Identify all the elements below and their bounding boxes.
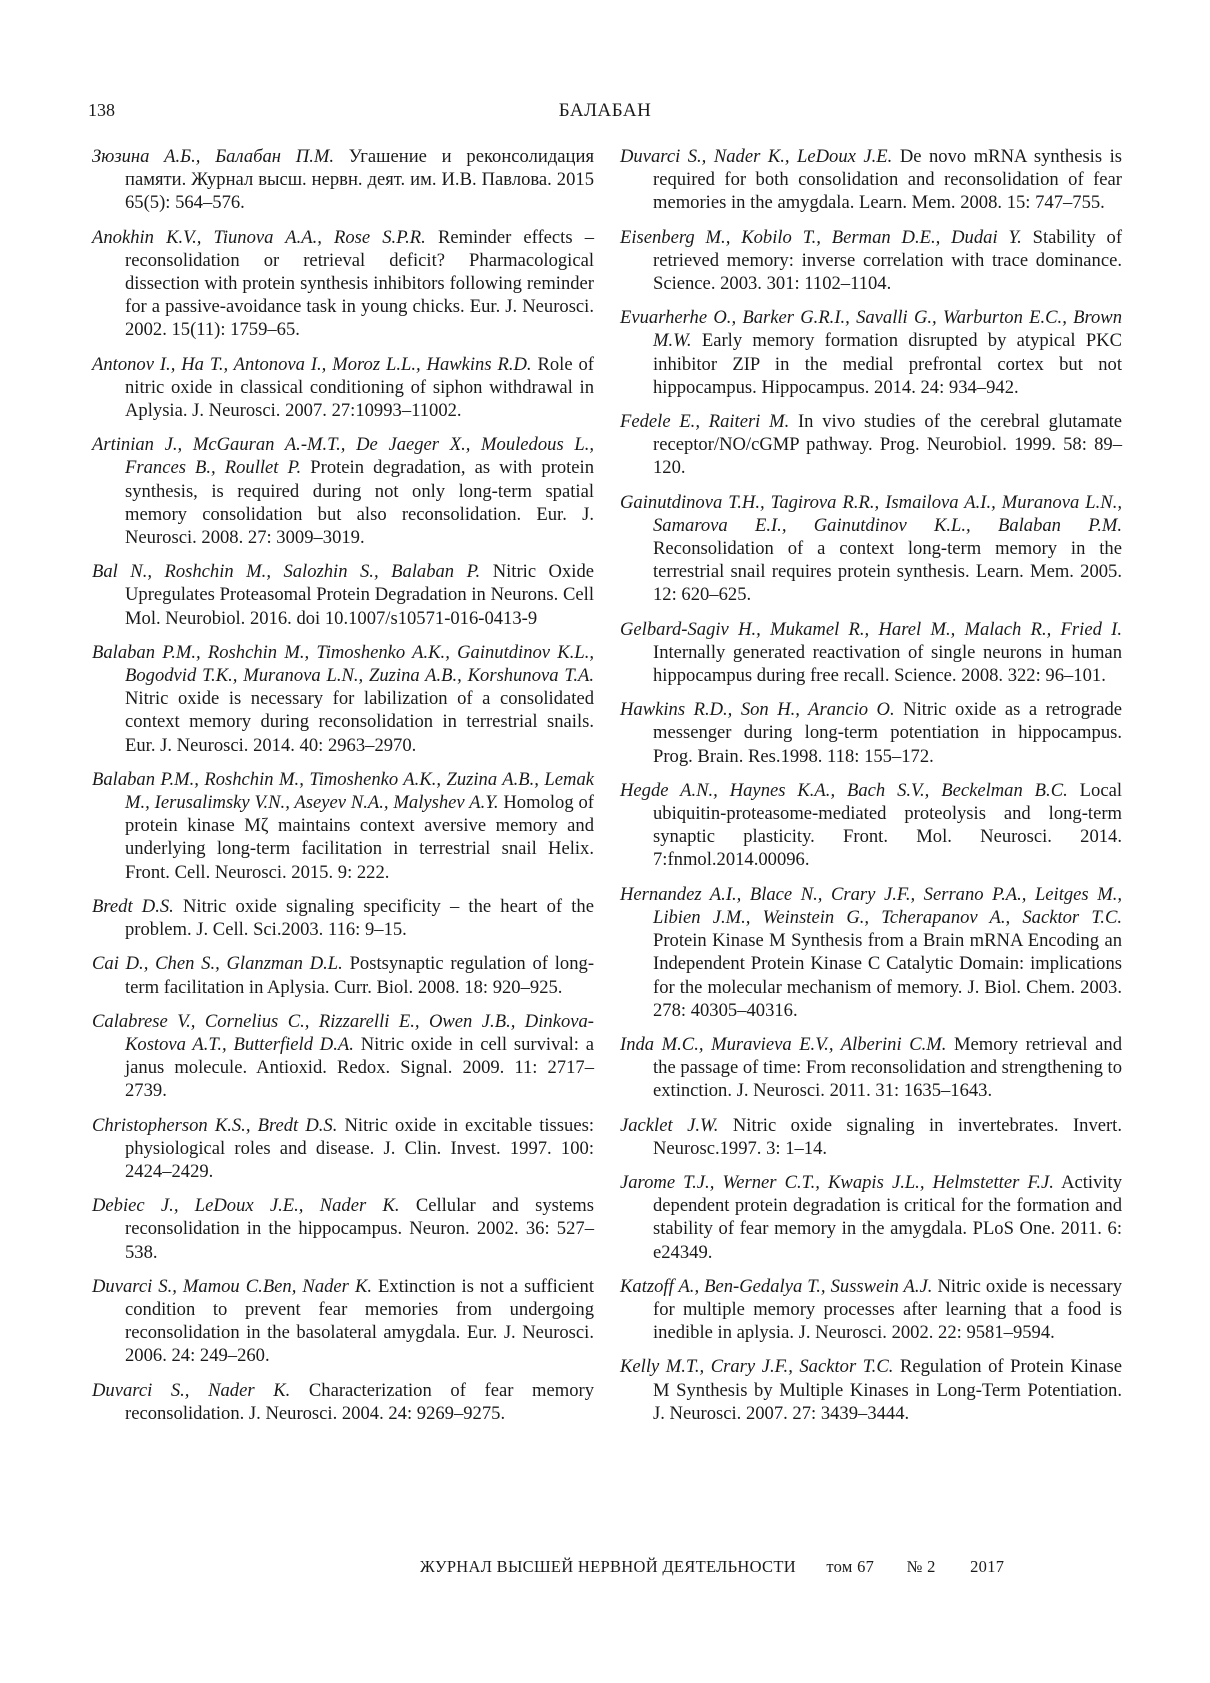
- reference-authors: Jarome T.J., Werner C.T., Kwapis J.L., Helmstetter F.J.: [620, 1171, 1054, 1193]
- reference-item: [620, 306, 1122, 399]
- reference-text: Role of nitric oxide in classical conditioning of siphon withdrawal in Aplysia. J. Neurosci. 2007. 27:10993–11002.: [125, 353, 594, 422]
- journal-year: 2017: [970, 1557, 1005, 1576]
- reference-item: [620, 226, 1122, 296]
- journal-name: ЖУРНАЛ ВЫСШЕЙ НЕРВНОЙ ДЕЯТЕЛЬНОСТИ: [420, 1557, 796, 1576]
- reference-item: [92, 1379, 594, 1425]
- reference-authors: Anokhin K.V., Tiunova A.A., Rose S.P.R.: [92, 226, 426, 248]
- page-number: 138: [88, 100, 115, 120]
- reference-item: [620, 779, 1122, 872]
- reference-text: Early memory formation disrupted by atypical PKC inhibitor ZIP in the medial prefrontal cortex but not hippocampus. Hippocampus. 2014. 24: 934–942.: [653, 330, 1122, 398]
- reference-authors: Hernandez A.I., Blace N., Crary J.F., Serrano P.A., Leitges M., Libien J.M., Weinstein G., Tcherapanov A., Sacktor T.C.: [620, 883, 1122, 928]
- journal-issue: № 2: [906, 1557, 936, 1576]
- reference-text: Postsynaptic regulation of long-term facilitation in Aplysia. Curr. Biol. 2008. 18: 920–925.: [125, 953, 595, 998]
- reference-item: [92, 1010, 594, 1103]
- reference-text: Reconsolidation of a context long-term memory in the terrestrial snail requires protein synthesis. Learn. Mem. 2005. 12: 620–625.: [653, 538, 1122, 606]
- reference-authors: Balaban P.M., Roshchin M., Timoshenko A.K., Gainutdinov K.L., Bogodvid T.K., Muranova L.N., Zuzina A.B., Korshunova T.A.: [92, 641, 594, 687]
- reference-column-right: [620, 145, 1122, 1436]
- reference-authors: Cai D., Chen S., Glanzman D.L.: [92, 953, 343, 975]
- reference-text: Nitric oxide as a retrograde messenger during long-term potentiation in hippocampus. Prog. Brain. Res.1998. 118: 155–172.: [653, 699, 1122, 767]
- reference-text: Nitric oxide is necessary for labilization of a consolidated context memory during reconsolidation in terrestrial snails. Eur. J. Neurosci. 2014. 40: 2963–2970.: [125, 688, 594, 756]
- reference-column-left: [92, 145, 594, 1436]
- reference-text: Nitric oxide signaling specificity – the heart of the problem. J. Cell. Sci.2003. 116: 9–15.: [125, 895, 594, 941]
- reference-item: [620, 1171, 1122, 1264]
- reference-item: [620, 883, 1122, 1022]
- reference-authors: Eisenberg M., Kobilo T., Berman D.E., Dudai Y.: [620, 226, 1022, 248]
- reference-authors: Evuarherhe O., Barker G.R.I., Savalli G., Warburton E.C., Brown M.W.: [620, 307, 1122, 352]
- reference-item: [620, 1275, 1122, 1345]
- reference-authors: Jacklet J.W.: [620, 1114, 719, 1136]
- reference-authors: Duvarci S., Nader K., LeDoux J.E.: [620, 146, 893, 167]
- reference-authors: Calabrese V., Cornelius C., Rizzarelli E., Owen J.B., Dinkova-Kostova A.T., Butterfield D.A.: [92, 1010, 594, 1055]
- reference-text: In vivo studies of the cerebral glutamate receptor/NO/cGMP pathway. Prog. Neurobiol. 1999. 58: 89–120.: [653, 411, 1122, 479]
- journal-volume: том 67: [826, 1557, 875, 1576]
- reference-item: [92, 145, 594, 215]
- reference-item: [92, 1114, 594, 1184]
- reference-authors: Bredt D.S.: [92, 895, 174, 917]
- journal-footer: [420, 1557, 1004, 1577]
- reference-authors: Duvarci S., Mamou C.Ben, Nader K.: [92, 1275, 372, 1297]
- reference-text: Protein degradation, as with protein synthesis, is required during not only long-term spatial memory consolidation but also reconsolidation. Eur. J. Neurosci. 2008. 27: 3009–3019.: [125, 457, 594, 549]
- reference-authors: Balaban P.M., Roshchin M., Timoshenko A.K., Zuzina A.B., Lemak M., Ierusalimsky V.N., Aseyev N.A., Malyshev A.Y.: [92, 768, 594, 814]
- reference-item: [92, 560, 594, 630]
- reference-item: [620, 1355, 1122, 1425]
- reference-text: Internally generated reactivation of single neurons in human hippocampus during free recall. Science. 2008. 322: 96–101.: [653, 641, 1122, 687]
- reference-text: Regulation of Protein Kinase M Synthesis by Multiple Kinases in Long-Term Potentiation. J. Neurosci. 2007. 27: 3439–3444.: [653, 1356, 1122, 1424]
- reference-item: [620, 410, 1122, 480]
- reference-authors: Inda M.C., Muravieva E.V., Alberini C.M.: [620, 1033, 947, 1055]
- reference-item: [92, 1194, 594, 1264]
- running-title: БАЛАБАН: [558, 100, 652, 121]
- reference-authors: Зюзина А.Б., Балабан П.М.: [92, 146, 334, 167]
- reference-authors: Hawkins R.D., Son H., Arancio O.: [620, 699, 895, 721]
- reference-text: Nitric oxide is necessary for multiple memory processes after learning that a food is inedible in aplysia. J. Neurosci. 2002. 22: 9581–9594.: [653, 1275, 1122, 1344]
- reference-text: Homolog of protein kinase Mζ maintains context aversive memory and underlying long-term facilitation in terrestrial snail Helix. Front. Cell. Neurosci. 2015. 9: 222.: [125, 792, 594, 883]
- reference-item: [620, 618, 1122, 688]
- reference-item: [92, 895, 594, 941]
- reference-item: [92, 353, 594, 423]
- reference-item: [620, 145, 1122, 215]
- reference-item: [92, 433, 594, 549]
- reference-item: [620, 491, 1122, 607]
- reference-text: Characterization of fear memory reconsolidation. J. Neurosci. 2004. 24: 9269–9275.: [125, 1379, 594, 1424]
- reference-text: Угашение и реконсолидация памяти. Журнал высш. нервн. деят. им. И.В. Павлова. 2015 65(5): 564–576.: [125, 146, 594, 214]
- reference-authors: Debiec J., LeDoux J.E., Nader K.: [92, 1195, 400, 1217]
- reference-authors: Artinian J., McGauran A.-M.T., De Jaeger X., Mouledous L., Frances B., Roullet P.: [92, 434, 594, 479]
- reference-text: Local ubiquitin-proteasome-mediated proteolysis and long-term synaptic plasticity. Front. Mol. Neurosci. 2014. 7:fnmol.2014.00096.: [653, 779, 1122, 871]
- reference-text: Reminder effects – reconsolidation or retrieval deficit? Pharmacological dissection with protein synthesis inhibitors following reminder for a passive-avoidance task in young chicks. Eur. J. Neurosci. 2002. 15(11): 1759–65.: [125, 226, 594, 341]
- reference-authors: Hegde A.N., Haynes K.A., Bach S.V., Beckelman B.C.: [620, 779, 1068, 801]
- reference-authors: Christopherson K.S., Bredt D.S.: [92, 1114, 338, 1136]
- reference-text: Protein Kinase M Synthesis from a Brain mRNA Encoding an Independent Protein Kinase C Catalytic Domain: implications for the molecular mechanism of memory. J. Biol. Chem. 2003. 278: 40305–40316.: [653, 930, 1122, 1021]
- reference-text: Nitric oxide signaling in invertebrates. Invert. Neurosc.1997. 3: 1–14.: [653, 1114, 1122, 1159]
- reference-item: [92, 641, 594, 757]
- reference-text: Extinction is not a sufficient condition to prevent fear memories from undergoing reconsolidation in the basolateral amygdala. Eur. J. Neurosci. 2006. 24: 249–260.: [125, 1275, 594, 1367]
- reference-authors: Fedele E., Raiteri M.: [620, 411, 790, 433]
- reference-text: Nitric oxide in cell survival: a janus molecule. Antioxid. Redox. Signal. 2009. 11: 2717–2739.: [125, 1033, 595, 1102]
- reference-item: [92, 768, 594, 884]
- reference-text: Nitric Oxide Upregulates Proteasomal Protein Degradation in Neurons. Cell Mol. Neurobiol. 2016. doi 10.1007/s10571-016-0413-9: [125, 561, 595, 629]
- reference-authors: Bal N., Roshchin M., Salozhin S., Balaban P.: [92, 561, 481, 583]
- reference-item: [620, 698, 1122, 768]
- reference-text: Memory retrieval and the passage of time: From reconsolidation and strengthening to extinction. J. Neurosci. 2011. 31: 1635–1643.: [653, 1033, 1122, 1102]
- reference-item: [92, 1275, 594, 1368]
- reference-authors: Duvarci S., Nader K.: [92, 1379, 291, 1401]
- reference-text: De novo mRNA synthesis is required for both consolidation and reconsolidation of fear memories in the amygdala. Learn. Mem. 2008. 15: 747–755.: [653, 146, 1122, 214]
- reference-text: Stability of retrieved memory: inverse correlation with trace dominance. Science. 2003. 301: 1102–1104.: [653, 226, 1123, 295]
- reference-item: [92, 952, 594, 998]
- reference-item: [620, 1033, 1122, 1103]
- reference-text: Nitric oxide in excitable tissues: physiological roles and disease. J. Clin. Invest. 1997. 100: 2424–2429.: [125, 1114, 594, 1182]
- reference-authors: Antonov I., Ha T., Antonova I., Moroz L.L., Hawkins R.D.: [92, 353, 532, 375]
- reference-authors: Gainutdinova T.H., Tagirova R.R., Ismailova A.I., Muranova L.N., Samarova E.I., Gainutdinov K.L., Balaban P.M.: [620, 491, 1122, 536]
- reference-text: Cellular and systems reconsolidation in the hippocampus. Neuron. 2002. 36: 527–538.: [125, 1195, 594, 1263]
- reference-authors: Kelly M.T., Crary J.F., Sacktor T.C.: [620, 1356, 894, 1378]
- reference-authors: Gelbard-Sagiv H., Mukamel R., Harel M., Malach R., Fried I.: [620, 618, 1122, 640]
- reference-item: [620, 1114, 1122, 1160]
- reference-authors: Katzoff A., Ben-Gedalya T., Susswein A.J.: [620, 1275, 933, 1297]
- reference-text: Activity dependent protein degradation is critical for the formation and stability of fear memory in the amygdala. PLoS One. 2011. 6: e24349.: [653, 1171, 1123, 1263]
- reference-item: [92, 226, 594, 342]
